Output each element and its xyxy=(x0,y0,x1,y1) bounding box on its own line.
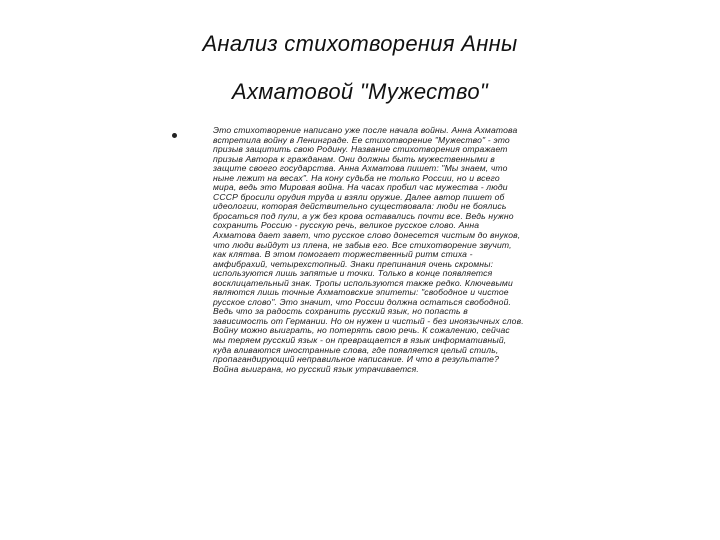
slide-title-line-1: Анализ стихотворения Анны xyxy=(202,31,518,56)
slide-body-text: Это стихотворение написано уже после начала войны. Анна Ахматова встретила войну в Ленинграде. Ее стихотворение "Мужество" - это призыв защитить свою Родину. Название стихотворения отражает призыв Автора к гражданам. Они должны быть мужественными в защите своего государства. Анна Ахматова пишет: "Мы знаем, что ныне лежит на весах". На кону судьба не только России, но и всего мира, ведь это Мировая война. На часах пробил час мужества - люди СССР бросили орудия труда и взяли оружие. Далее автор пишет об идеологии, которая действительно существовала: люди не боялись бросаться под пули, а уж без крова оставались почти все. Ведь нужно сохранить Россию - русскую речь, великое русское слово. Анна Ахматова дает завет, что русское слово донесется чистым до внуков, что люди выйдут из плена, не забыв его. Все стихотворение звучит, как клятва. В этом помогает торжественный ритм стиха - амфибрахий, четырехстопный. Знаки препинания очень скромны: используются лишь запятые и точки. Только в конце появляется восклицательный знак. Тропы используются также редко. Ключевыми являются лишь точные Ахматовские эпитеты: "свободное и чистое русское слово". Это значит, что России должна остаться свободной. Ведь что за радость сохранить русский язык, но попасть в зависимость от Германии. Но он нужен и чистый - без иноязычных слов. Войну можно выиграть, но потерять свою речь. К сожалению, сейчас мы теряем русский язык - он превращается в язык информативный, куда вливаются иностранные слова, где появляется целый стиль, пропагандирующий неправильное написание. И что в результате? Война выиграна, но русский язык утрачивается. xyxy=(213,125,524,374)
slide-title-line-2: Ахматовой "Мужество" xyxy=(231,79,488,104)
bullet-icon xyxy=(172,133,177,138)
